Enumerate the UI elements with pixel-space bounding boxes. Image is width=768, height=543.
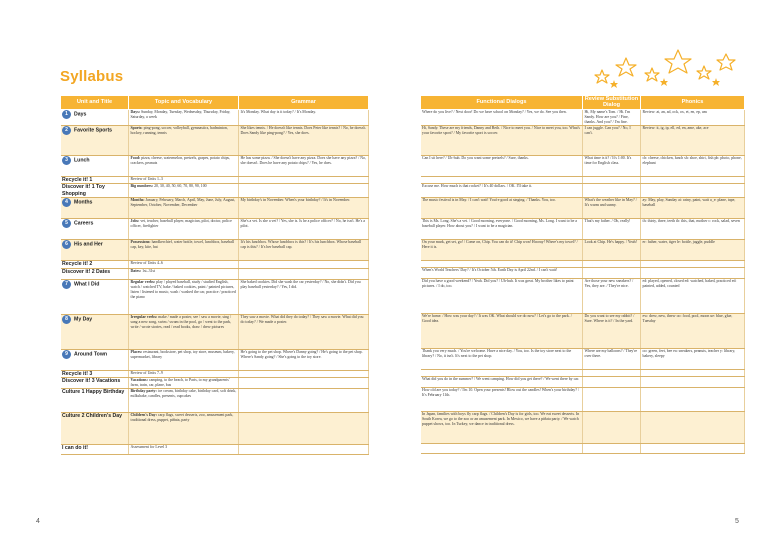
dialog-cell [421,349,583,370]
review-cell [583,261,641,268]
table-row [61,126,369,156]
phonics-cell [641,377,745,388]
dialog-cell [421,177,583,184]
review-cell [583,156,641,177]
phonics-cell-text: th: thirty, three, teeth th: this, that, mother c: rock, salad, seven [642,219,740,223]
review-cell-text: Do you want to see my rabbit? / Sure. Where is it? / In the yard. [584,314,635,323]
star-icon [660,78,668,86]
unit-name: What I Did [74,281,100,288]
table-row [421,370,745,377]
grammar-cell [239,279,369,314]
unit-title-cell [61,177,129,184]
phonics-cell-text: Review: it, ig, ip, ell, ed, en, ame, ake, ace [642,126,709,130]
table-row [421,377,745,388]
phonics-cell [641,177,745,184]
dialog-cell-text: Did you have a good weekend? / Yeah. Did you? / Uh-huh. It was great. My brother likes to paint pictures. / I do, too. [422,279,574,288]
dialog-cell-text: On your mark, get set, go! / Come on, Chip. You can do it! Chip won! Hooray! Where's my towel? / Here it is. [422,240,578,249]
unit-title-cell [61,268,129,279]
grammar-cell [239,389,369,413]
unit-number-badge: 2 [62,126,71,135]
table-row [421,156,745,177]
review-cell [583,444,641,454]
dialog-cell [421,314,583,349]
dialog-cell [421,184,583,198]
unit-title-cell [61,349,129,370]
phonics-cell [641,156,745,177]
review-cell [583,219,641,240]
header-grammar: Grammar [239,96,369,110]
phonics-cell-text: oo: green, feet, bee ea: sneakers, peanuts, teacher y: library, bakery, sleepy [642,349,736,358]
unit-name: Culture 1 Happy Birthday [62,389,125,396]
right-page-number: 5 [735,518,739,525]
dialog-cell [421,370,583,377]
table-row [61,110,369,126]
vocabulary-text: handkerchief, water bottle, towel, lunchbox, baseball cap, key, kite, hat [130,240,235,250]
review-cell-text: Look at Chip. He's happy. / Yeah! [584,240,637,244]
grammar-cell [239,126,369,156]
vocabulary-cell [129,349,239,370]
dialog-cell [421,388,583,412]
star-icon [645,68,659,81]
star-icon [595,70,609,83]
table-row [421,198,745,219]
vocabulary-text: Review of Units 4–6 [130,261,163,266]
unit-name: Recycle it! 3 [62,370,93,377]
dialog-cell [421,240,583,261]
star-icon [697,66,711,79]
review-cell [583,377,641,388]
table-row [421,388,745,412]
dialog-cell-text: Where do you live? / Next door! Do we have school on Monday? / Yes, we do. See you then. [422,110,567,114]
unit-title-cell [61,389,129,413]
unit-name: Discover it! 2 Dates [62,268,111,275]
vocabulary-text: 1st–31st [142,268,156,273]
review-cell [583,110,641,126]
review-cell [583,412,641,444]
table-row [421,261,745,268]
review-cell [583,314,641,349]
grammar-cell-text: My birthday's in November. When's your birthday? / It's in November. [240,198,351,203]
review-cell [583,279,641,314]
phonics-cell [641,314,745,349]
vocabulary-cell [129,198,239,219]
grammar-cell [239,445,369,455]
grammar-cell [239,413,369,445]
dialog-cell-text: Thank you very much. / You're welcome. Have a nice day. / You, too. Is the toy store next to the library? / No, it isn't. It's next to the pet shop. [422,349,572,358]
table-row [421,184,745,198]
table-row [421,110,745,126]
header-unit-title: Unit and Title [61,96,129,110]
table-row [421,126,745,156]
syllabus-table-right [420,95,745,454]
unit-title-cell [61,445,129,455]
grammar-cell-text: They saw a movie. What did they do today? / They saw a movie. What did you do today? / We made a poster. [240,314,364,324]
unit-name: My Day [74,316,93,323]
vocabulary-cell [129,177,239,184]
vocabulary-cell [129,268,239,279]
dialog-cell-text: How old are you today? / I'm 10. Open your presents! Blow out the candles! When's your birthday? / It's February 11th. [422,388,580,397]
table-row [61,445,369,455]
unit-name: Culture 2 Children's Day [62,413,123,420]
grammar-cell [239,370,369,377]
vocabulary-label: Irregular verbs: [130,314,158,319]
unit-title-cell [61,314,129,349]
unit-name: Around Town [74,351,108,358]
table-row [421,268,745,279]
dialog-cell-text: When's World Teachers' Day? / It's October 5th. Earth Day is April 22nd. / I can't wait! [422,268,558,272]
phonics-cell-text: ed: played, opened, closed ed: watched, baked, practiced ed: painted, added, counted [642,279,737,288]
vocabulary-cell [129,240,239,261]
grammar-cell [239,198,369,219]
unit-title-cell [61,184,129,198]
phonics-cell [641,126,745,156]
grammar-cell [239,314,369,349]
vocabulary-cell [129,219,239,240]
table-row [61,370,369,377]
unit-number-badge: 1 [62,110,71,119]
review-cell [583,198,641,219]
dialog-cell [421,377,583,388]
review-cell [583,370,641,377]
star-icon [665,50,691,73]
dialog-cell-text: The music festival is in May. / I can't wait! You're good at singing. / Thanks. You, too. [422,198,556,202]
vocabulary-label: Food: [130,156,141,160]
phonics-cell [641,444,745,454]
vocabulary-cell [129,445,239,455]
vocabulary-label: Places: [130,349,143,354]
header-topic-vocabulary: Topic and Vocabulary [129,96,239,110]
phonics-cell-text: ch: cheese, chicken, lunch sh: shoe, shirt, fish ph: photo, phone, elephant [642,156,742,165]
dialog-cell [421,412,583,444]
phonics-cell [641,261,745,268]
table-row [61,198,369,219]
star-icon [616,58,636,76]
phonics-cell [641,198,745,219]
vocabulary-label: Jobs: [130,219,140,224]
grammar-cell-text: She baked cookies. Did she wash the car yesterday? / No, she didn't. Did you play baseball yesterday? / Yes, I did. [240,279,361,289]
unit-number-badge: 3 [62,156,71,165]
review-cell-text: That's my father. / Oh, really! [584,219,631,223]
table-row [421,444,745,454]
table-row [421,219,745,240]
grammar-cell-text: She's a vet. Is she a vet? / Yes, she is. Is he a police officer? / No, he isn't. He's a pilot. [240,219,365,229]
vocabulary-text: make / made a poster, see / saw a movie, sing / sang a new song, swim / swam in the pool, go / went to the park, write / wrote stories, read / read books, draw / drew pictures [130,314,232,329]
header-review-substitution: Review Substitution Dialog [583,96,641,110]
unit-title-cell [61,378,129,389]
vocabulary-text: camping, to the beach, to Paris, to my grandparents' farm, train, car, plane, bus [130,378,230,388]
unit-number-badge: 6 [62,240,71,249]
vocabulary-label: Birthday party: [130,389,157,394]
phonics-cell [641,388,745,412]
table-row [421,349,745,370]
grammar-cell-text: She likes tennis. / He doesn't like tennis. Does Peter like tennis? / No, he doesn't. Does Sandy like ping-pong? / Yes, she does. [240,126,367,135]
vocabulary-text: ice cream, birthday cake, birthday card, soft drink, milkshake, candles, presents, cupcakes [130,389,237,399]
unit-name: Days [74,111,87,118]
table-row [61,279,369,314]
grammar-cell [239,268,369,279]
vocabulary-text: January, February, March, April, May, June, July, August, September, October, November, December [130,198,236,208]
star-icon [717,54,735,70]
vocabulary-text: vet, teacher, baseball player, magician, pilot, doctor, police officer, firefighter [130,219,232,229]
table-row [61,268,369,279]
phonics-cell-text: er: father, water, tiger le: bottle, juggle, puddle [642,240,715,244]
table-row [421,279,745,314]
phonics-cell [641,349,745,370]
vocabulary-cell [129,110,239,126]
table-row [421,177,745,184]
table-row [61,156,369,177]
grammar-cell [239,177,369,184]
unit-name: Discover it! 1 Toy Shopping [62,184,105,197]
grammar-cell-text: He has some pizza. / She doesn't have any pizza. Does she have any pizza? / No, she doesn't. Does he have any potato chips? / Yes, he does. [240,156,366,165]
grammar-cell [239,156,369,177]
dialog-cell [421,198,583,219]
grammar-cell [239,110,369,126]
vocabulary-text: restaurant, bookstore, pet shop, toy store, museum, bakery, supermarket, library [130,349,235,359]
header-phonics: Phonics [641,96,745,110]
unit-name: His and Her [74,241,103,248]
unit-title-cell [61,261,129,268]
unit-title-cell [61,279,129,314]
table-row [61,378,369,389]
unit-name: Careers [74,220,94,227]
table-row [421,412,745,444]
dialog-cell-text: Hi, Sandy. These are my friends, Danny and Beth. / Nice to meet you. / Nice to meet you, too. What's your favorite sport? / My favorite sport is soccer. [422,126,580,135]
table-row [61,219,369,240]
dialog-cell [421,110,583,126]
stars-decoration [592,46,742,90]
review-cell [583,184,641,198]
syllabus-title: Syllabus [60,68,124,85]
phonics-cell [641,370,745,377]
unit-number-badge: 8 [62,315,71,324]
vocabulary-label: Vacations: [130,378,148,383]
syllabus-table-left [60,95,369,455]
vocabulary-label: Months: [130,198,145,203]
unit-title-cell [61,370,129,377]
grammar-cell [239,378,369,389]
star-icon [610,80,618,88]
review-cell-text: What time is it? / It's 1:00. It's time for English class. [584,156,632,165]
vocabulary-text: play / played baseball, study / studied English, watch / watched TV, bake / baked cookies, paint / painted pictures, listen / listened to music, wash / washed the car, practice / practiced the piano [130,279,236,299]
left-page-number: 4 [36,518,40,525]
vocabulary-cell [129,184,239,198]
table-row [61,314,369,349]
vocabulary-label: Sports: [130,126,143,130]
table-row [61,261,369,268]
phonics-cell [641,240,745,261]
phonics-cell [641,219,745,240]
vocabulary-cell [129,413,239,445]
table-row [61,389,369,413]
review-cell-text: What's the weather like in May? / It's warm and sunny. [584,198,637,207]
unit-title-cell [61,126,129,156]
unit-title-cell [61,198,129,219]
unit-name: I can do it! [62,445,88,452]
review-cell-text: Hi, My name's Tom. / Hi. I'm Sandy. How are you? / Fine, thanks. And you? / I'm fine. [584,110,631,124]
grammar-cell [239,184,369,198]
unit-name: Recycle it! 2 [62,261,93,268]
unit-title-cell [61,413,129,445]
vocabulary-text: 20, 30, 40, 50, 60, 70, 80, 90, 100 [154,184,207,189]
table-row [421,240,745,261]
dialog-cell [421,268,583,279]
review-cell [583,268,641,279]
phonics-cell [641,110,745,126]
vocabulary-cell [129,314,239,349]
vocabulary-text: Review of Units 7–9 [130,370,163,375]
phonics-cell-text: ew: drew, new, threw oo: food, pool, moon ue: blue, glue, Tuesday [642,314,733,323]
table-row [421,314,745,349]
vocabulary-cell [129,279,239,314]
unit-title-cell [61,156,129,177]
vocabulary-label: Children's Day: [130,413,157,418]
phonics-cell [641,268,745,279]
unit-number-badge: 5 [62,219,71,228]
unit-name: Recycle it! 1 [62,177,93,183]
dialog-cell [421,279,583,314]
vocabulary-text: ping-pong, soccer, volleyball, gymnastics, badminton, hockey, running, tennis [130,126,228,135]
unit-title-cell [61,219,129,240]
phonics-cell [641,184,745,198]
review-cell [583,177,641,184]
vocabulary-text: Sunday, Monday, Tuesday, Wednesday, Thursday, Friday, Saturday, a week [130,110,231,119]
table-row [61,184,369,198]
dialog-cell [421,261,583,268]
unit-title-cell [61,110,129,126]
grammar-cell-text: It's his lunchbox. Whose lunchbox is this? / It's his lunchbox. Whose baseball cap is this? / It's her baseball cap. [240,240,362,250]
grammar-cell [239,219,369,240]
phonics-cell-text: ay: May, play, Sunday ai: rainy, paint, wait a_e: plane, tape, baseball [642,198,736,207]
review-cell-text: Where are my balloons? / They're over there. [584,349,638,358]
vocabulary-label: Possessions: [130,240,151,245]
dialog-cell [421,156,583,177]
vocabulary-cell [129,370,239,377]
vocabulary-label: Big numbers: [130,184,154,189]
grammar-cell [239,240,369,261]
grammar-cell [239,349,369,370]
dialog-cell-text: Excuse me. How much is that rocket? / It's 40 dollars. / OK. I'll take it. [422,184,533,188]
unit-number-badge: 4 [62,198,71,207]
review-cell-text: Are those your new sneakers? / Yes, they are. / They're nice. [584,279,634,288]
grammar-cell [239,261,369,268]
vocabulary-cell [129,389,239,413]
review-cell [583,240,641,261]
star-icon [712,78,720,86]
dialog-cell-text: We're home. / How was your day? / It was OK. What should we do now? / Let's go to the park. / Good idea. [422,314,572,323]
grammar-cell-text: He's going to the pet shop. Where's Danny going? / He's going to the pet shop. Where's Sandy going? / She's going to the toy store. [240,349,363,359]
review-cell [583,388,641,412]
dialog-cell-text: Can I sit here? / Uh-huh. Do you want some pretzels? / Sure, thanks. [422,156,529,160]
table-row [61,240,369,261]
grammar-cell-text: It's Monday. What day is it today? / It's Monday. [240,110,316,114]
vocabulary-text: pizza, cheese, watermelon, pretzels, grapes, potato chips, crackers, peanuts [130,156,231,165]
review-cell [583,349,641,370]
unit-number-badge: 9 [62,350,71,359]
vocabulary-text: Review of Units 1–3 [130,177,163,181]
dialog-cell [421,126,583,156]
table-row [61,177,369,184]
dialog-cell-text: What did you do in the summer? / We went camping. How did you get there? / We went there by car. [422,377,580,381]
dialog-cell-text: This is Ms. Long. She's a vet. / Good morning, everyone. / Good morning, Ms. Long. I want to be a baseball player. How about you? / I want to be a magician. [422,219,578,228]
unit-name: Lunch [74,157,90,164]
vocabulary-cell [129,378,239,389]
vocabulary-label: Regular verbs: [130,279,156,284]
header-functional-dialogs: Functional Dialogs [421,96,583,110]
review-cell [583,126,641,156]
vocabulary-cell [129,126,239,156]
phonics-cell-text: Review: at, an, ad, ock, ox, et, en, ep, um [642,110,707,114]
phonics-cell [641,412,745,444]
unit-name: Discover it! 3 Vacations [62,378,121,385]
unit-number-badge: 7 [62,280,71,289]
unit-name: Favorite Sports [74,127,113,134]
unit-name: Months [74,199,93,206]
dialog-cell [421,444,583,454]
dialog-cell-text: In Japan, families with boys fly carp flags. / Children's Day is for girls, too. We eat sweet desserts. In South Korea, we go to the zoo or an amusement park. In Mexico, we have a piñata party. / We watch puppet shows, too. In Turkey, we dance in traditional dress. [422,412,580,426]
phonics-cell [641,279,745,314]
review-cell-text: I can juggle. Can you? / No, I can't. [584,126,631,135]
vocabulary-label: Dates: [130,268,142,273]
vocabulary-cell [129,261,239,268]
vocabulary-text: carp flags, sweet desserts, zoo, amusement park, traditional dress, puppet, piñata, party [130,413,234,423]
vocabulary-cell [129,156,239,177]
table-row [61,349,369,370]
vocabulary-text: Assessment for Level 3 [130,445,168,450]
table-row [61,413,369,445]
dialog-cell [421,219,583,240]
vocabulary-label: Days: [130,110,141,114]
unit-title-cell [61,240,129,261]
